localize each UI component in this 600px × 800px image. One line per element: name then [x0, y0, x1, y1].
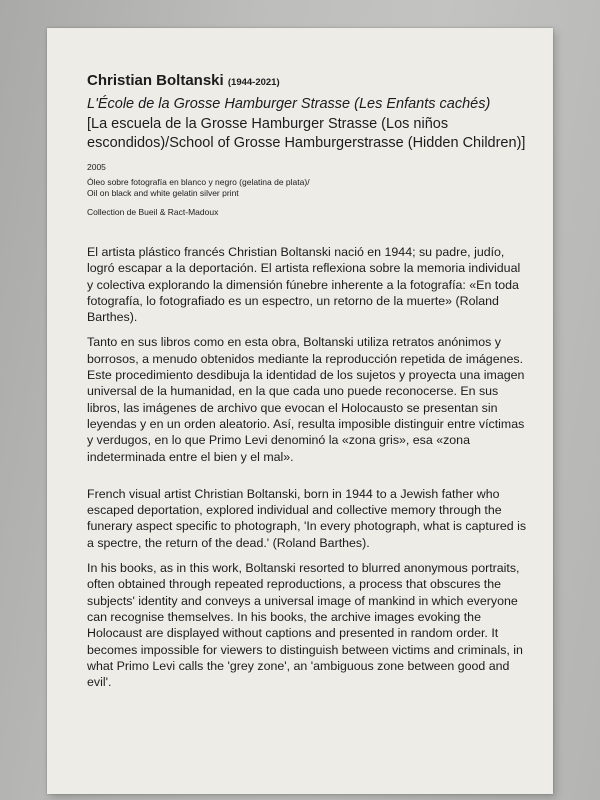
description-en-paragraph: In his books, as in this work, Boltanski resorted to blurred anonymous portraits, often obtained through repeated reproductions, a process that obscures the subjects' identity and conveys a universal image of mankind in which everyone can recognise themselves. In his books, the archive images evoking the Holocaust are displayed without captions and presented in random order. It becomes impossible for viewers to distinguish between victims and criminals, in what Primo Levi calls the 'grey zone', an 'ambiguous zone between good and evil'. — [87, 561, 523, 690]
artwork-year: 2005 — [87, 162, 106, 172]
artwork-medium-es: Óleo sobre fotografía en blanco y negro (gelatina de plata)/ — [87, 177, 310, 187]
description-en-paragraph: French visual artist Christian Boltanski, born in 1944 to a Jewish father who escaped deportation, explored individual and collective memory through the funerary aspect specific to photograph, 'In every photograph, what is captured is a spectre, the return of the dead.' (Roland Barthes). — [87, 486, 527, 550]
artwork-metadata — [87, 161, 527, 218]
artist-name: Christian Boltanski — [87, 72, 224, 89]
description-english — [87, 486, 527, 691]
artist-heading — [87, 72, 527, 92]
artwork-collection: Collection de Bueil & Ract-Madoux — [87, 207, 219, 217]
artist-dates: (1944-2021) — [227, 77, 280, 88]
label-content — [87, 72, 527, 690]
museum-wall-label — [47, 28, 553, 794]
description-es-paragraph: Tanto en sus libros como en esta obra, Boltanski utiliza retratos anónimos y borrosos, a menudo obtenidos mediante la reproducción repetida de imágenes. Este procedimiento desdibuja la identidad de los sujetos y proyecta una imagen universal de la humanidad, en la que cada uno puede reconocerse. En sus libros, las imágenes de archivo que evocan el Holocausto se presentan sin leyendas y en un orden aleatorio. Así, resulta imposible distinguir entre víctimas y verdugos, en lo que Primo Levi denominó la «zona gris», esa «zona indeterminada entre el bien y el mal». — [87, 335, 525, 464]
artwork-title-original: L'École de la Grosse Hamburger Strasse (Les Enfants cachés) — [87, 96, 491, 112]
artwork-medium-en: Oil on black and white gelatin silver print — [87, 188, 239, 198]
description-es-paragraph: El artista plástico francés Christian Boltanski nació en 1944; su padre, judío, logró escapar a la deportación. El artista reflexiona sobre la memoria individual y colectiva explorando la dimensión fúnebre inherente a la fotografía: «En toda fotografía, lo fotografiado es un espectro, un retorno de la muerte» (Roland Barthes). — [87, 245, 521, 325]
description-spanish — [87, 244, 527, 465]
artwork-title-translated: [La escuela de la Grosse Hamburger Strasse (Los niños escondidos)/School of Grosse Hamburgerstrasse (Hidden Children)] — [87, 116, 526, 151]
